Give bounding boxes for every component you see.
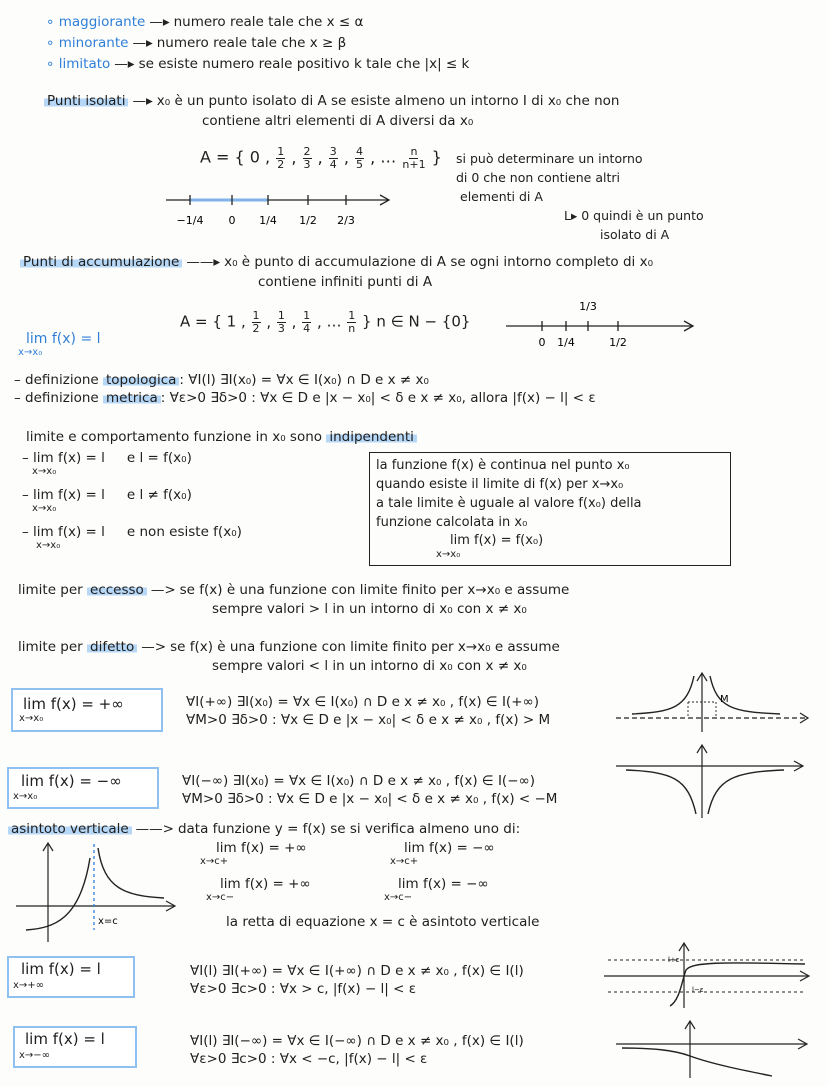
metric-hl: metrica — [103, 390, 161, 406]
asym-conclusion: la retta di equazione x = c è asintoto verticale — [226, 914, 540, 930]
asym-case-4-sub: x→c− — [384, 892, 413, 903]
accum-set-last: $\frac{1}{n}$ — [348, 309, 356, 335]
accum-def-line2: contiene infiniti punti di A — [258, 274, 433, 290]
limplus-lim: lim f(x) = l — [21, 960, 101, 978]
excess-line1: limite per eccesso —> se f(x) è una funzione con limite finito per x→x₀ e assume — [18, 582, 570, 598]
isolated-number-line — [160, 186, 400, 248]
isolated-fraction-3: $\frac{3}{4}$ — [329, 145, 337, 171]
indep-title: limite e comportamento funzione in x₀ sono indipendenti — [26, 429, 417, 445]
defect-line1: limite per difetto —> se f(x) è una funzione con limite finito per x→x₀ e assume — [18, 639, 560, 655]
limminus-lim-sub: x→−∞ — [19, 1050, 51, 1061]
desc-maggiorante: numero reale tale che x ≤ α — [173, 14, 364, 30]
def-metric: – definizione metrica : ∀ε>0 ∃δ>0 : ∀x ∈ D e |x − x₀| < δ e x ≠ x₀, allora |f(x) − l| < ε — [14, 390, 596, 406]
asym-hl: asintoto verticale — [8, 821, 132, 837]
accum-term: Punti di accumulazione — [20, 254, 182, 270]
isolated-note-3: elementi di A — [460, 189, 543, 204]
indep-hl: indipendenti — [326, 429, 417, 445]
isolated-def-line2: contiene altri elementi di A diversi da x₀ — [202, 113, 474, 129]
limplus-graph — [600, 940, 815, 1010]
excess-line2: sempre valori > l in un intorno di x₀ con x ≠ x₀ — [212, 601, 527, 617]
asym-graph — [14, 838, 184, 948]
isolated-set: A = { 0 , $\frac{1}{2}$ , $\frac{2}{3}$ , $\frac{3}{4}$ , $\frac{4}{5}$ , … $\frac{n}{n+1}$ } — [200, 145, 442, 171]
bound-maggiorante: ∘ maggiorante —▸ numero reale tale che x ≤ α — [46, 14, 364, 30]
indep-row-2-sub: x→x₀ — [32, 503, 57, 514]
term-maggiorante: maggiorante — [58, 14, 146, 30]
plusinf-box — [11, 688, 163, 732]
plusinf-topo: ∀I(+∞) ∃I(x₀) = ∀x ∈ I(x₀) ∩ D e x ≠ x₀ , f(x) ∈ I(+∞) — [186, 694, 540, 710]
term-limitato: limitato — [58, 56, 111, 72]
isolated-note-4: L▸ 0 quindi è un punto — [564, 208, 704, 223]
accum-fraction-1: $\frac{1}{2}$ — [252, 309, 260, 335]
asym-case-2: lim f(x) = −∞ — [404, 840, 495, 856]
bound-minorante: ∘ minorante —▸ numero reale tale che x ≥ β — [46, 35, 347, 51]
accum-set-fractions: $\frac{1}{2}$ , $\frac{1}{3}$ , $\frac{1}{4}$ , — [252, 309, 327, 335]
isolated-fraction-2: $\frac{2}{3}$ — [303, 145, 311, 171]
accum-fraction-3: $\frac{1}{4}$ — [303, 309, 311, 335]
box-line-3: a tale limite è uguale al valore f(x₀) della — [376, 496, 642, 511]
box-line-5-sub: x→x₀ — [436, 549, 461, 560]
isolated-set-fractions: $\frac{1}{2}$ , $\frac{2}{3}$ , $\frac{3}{4}$ , $\frac{4}{5}$ , — [277, 145, 381, 171]
minusinf-topo: ∀I(−∞) ∃I(x₀) = ∀x ∈ I(x₀) ∩ D e x ≠ x₀ , f(x) ∈ I(−∞) — [182, 773, 536, 789]
minusinf-graph — [612, 742, 812, 820]
asym-case-4: lim f(x) = −∞ — [398, 876, 489, 892]
desc-minorante: numero reale tale che x ≥ β — [156, 35, 347, 51]
defect-hl: difetto — [87, 639, 137, 655]
excess-hl: eccesso — [87, 582, 147, 598]
plusinf-lim-sub: x→x₀ — [19, 713, 44, 724]
limminus-lim: lim f(x) = l — [25, 1030, 105, 1048]
defect-line2: sempre valori < l in un intorno di x₀ con x ≠ x₀ — [212, 658, 527, 674]
isolated-tick-label-2: 0 — [228, 214, 236, 227]
desc-limitato: se esiste numero reale positivo k tale che |x| ≤ k — [138, 56, 470, 72]
isolated-tick-label-1: −1/4 — [176, 214, 204, 227]
accum-tick-label-1: 0 — [538, 336, 546, 349]
asym-title: asintoto verticale ——> data funzione y = f(x) se si verifica almeno uno di: — [8, 821, 520, 837]
asym-case-3-sub: x→c− — [206, 892, 235, 903]
asym-case-2-sub: x→c+ — [390, 856, 419, 867]
limplus-lab-bot: l−ε — [692, 986, 704, 994]
limplus-lim-sub: x→+∞ — [13, 980, 45, 991]
limplus-box — [7, 956, 135, 998]
indep-row-1: – lim f(x) = l e l = f(x₀) — [22, 450, 192, 466]
minusinf-lim-sub: x→x₀ — [13, 791, 38, 802]
plusinf-metric: ∀M>0 ∃δ>0 : ∀x ∈ D e |x − x₀| < δ e x ≠ x₀ , f(x) > M — [186, 712, 551, 728]
isolated-set-last: $\frac{n}{n+1}$ — [402, 145, 426, 171]
limplus-lab-top: l+ε — [668, 956, 680, 964]
topological-hl: topologica — [103, 372, 179, 388]
plusinf-graph — [612, 668, 812, 738]
isolated-note-5: isolato di A — [600, 227, 670, 242]
term-minorante: minorante — [58, 35, 129, 51]
accum-lim: lim f(x) = l — [26, 331, 101, 347]
minusinf-lim: lim f(x) = −∞ — [21, 772, 122, 790]
minusinf-metric: ∀M>0 ∃δ>0 : ∀x ∈ D e |x − x₀| < δ e x ≠ x₀ , f(x) < −M — [182, 791, 558, 807]
asym-case-1: lim f(x) = +∞ — [216, 840, 307, 856]
box-line-1: la funzione f(x) è continua nel punto x₀ — [376, 458, 630, 473]
indep-row-3: – lim f(x) = l e non esiste f(x₀) — [22, 524, 242, 540]
plusinf-lim: lim f(x) = +∞ — [23, 695, 124, 713]
accum-fraction-2: $\frac{1}{3}$ — [277, 309, 285, 335]
limplus-topo: ∀I(l) ∃I(+∞) = ∀x ∈ I(+∞) ∩ D e x ≠ x₀ , f(x) ∈ I(l) — [190, 963, 524, 979]
isolated-note-1: si può determinare un intorno — [456, 151, 643, 166]
box-line-4: funzione calcolata in x₀ — [376, 515, 528, 530]
limminus-box — [13, 1026, 137, 1068]
limplus-metric: ∀ε>0 ∃c>0 : ∀x > c, |f(x) − l| < ε — [190, 981, 417, 997]
accum-tick-label-4: 1/2 — [609, 336, 627, 349]
isolated-title: Punti isolati —▸ x₀ è un punto isolato di A se esiste almeno un intorno I di x₀ che non — [44, 93, 619, 109]
accum-tick-label-2: 1/4 — [557, 336, 575, 349]
limminus-topo: ∀I(l) ∃I(−∞) = ∀x ∈ I(−∞) ∩ D e x ≠ x₀ , f(x) ∈ I(l) — [190, 1033, 524, 1049]
isolated-def-line1: x₀ è un punto isolato di A se esiste almeno un intorno I di x₀ che non — [156, 93, 620, 109]
accum-title: Punti di accumulazione ——▸ x₀ è punto di accumulazione di A se ogni intorno completo di x₀ — [20, 254, 653, 270]
accum-lim-sub: x→x₀ — [18, 347, 43, 358]
indep-row-1-sub: x→x₀ — [32, 466, 57, 477]
limminus-graph — [612, 1018, 812, 1082]
accum-tick-label-3: 1/3 — [579, 300, 597, 313]
limminus-metric: ∀ε>0 ∃c>0 : ∀x < −c, |f(x) − l| < ε — [190, 1051, 428, 1067]
asym-xc-label: x=c — [98, 916, 118, 927]
bound-limitato: ∘ limitato —▸ se esiste numero reale positivo k tale che |x| ≤ k — [46, 56, 470, 72]
isolated-fraction-1: $\frac{1}{2}$ — [277, 145, 285, 171]
asym-case-1-sub: x→c+ — [200, 856, 229, 867]
indep-row-2: – lim f(x) = l e l ≠ f(x₀) — [22, 487, 192, 503]
isolated-fraction-4: $\frac{4}{5}$ — [356, 145, 364, 171]
isolated-term: Punti isolati — [44, 93, 128, 109]
asym-case-3: lim f(x) = +∞ — [220, 876, 311, 892]
accum-set: A = { 1 , $\frac{1}{2}$ , $\frac{1}{3}$ , $\frac{1}{4}$ , … $\frac{1}{n}$ } n ∈ N − {0} — [180, 309, 471, 335]
box-line-5: lim f(x) = f(x₀) — [450, 533, 544, 548]
isolated-tick-label-5: 2/3 — [337, 214, 355, 227]
accum-number-line — [500, 288, 710, 368]
isolated-note-2: di 0 che non contiene altri — [456, 170, 620, 185]
continuity-box — [369, 452, 731, 566]
minusinf-box — [7, 767, 159, 809]
box-line-2: quando esiste il limite di f(x) per x→x₀ — [376, 477, 624, 492]
isolated-tick-label-4: 1/2 — [299, 214, 317, 227]
def-topological: – definizione topologica : ∀I(l) ∃I(x₀) = ∀x ∈ I(x₀) ∩ D e x ≠ x₀ — [14, 372, 429, 388]
isolated-tick-label-3: 1/4 — [259, 214, 277, 227]
accum-def-line1: x₀ è punto di accumulazione di A se ogni intorno completo di x₀ — [224, 254, 653, 270]
plusinf-graph-M: M — [720, 694, 729, 705]
indep-row-3-sub: x→x₀ — [36, 540, 61, 551]
